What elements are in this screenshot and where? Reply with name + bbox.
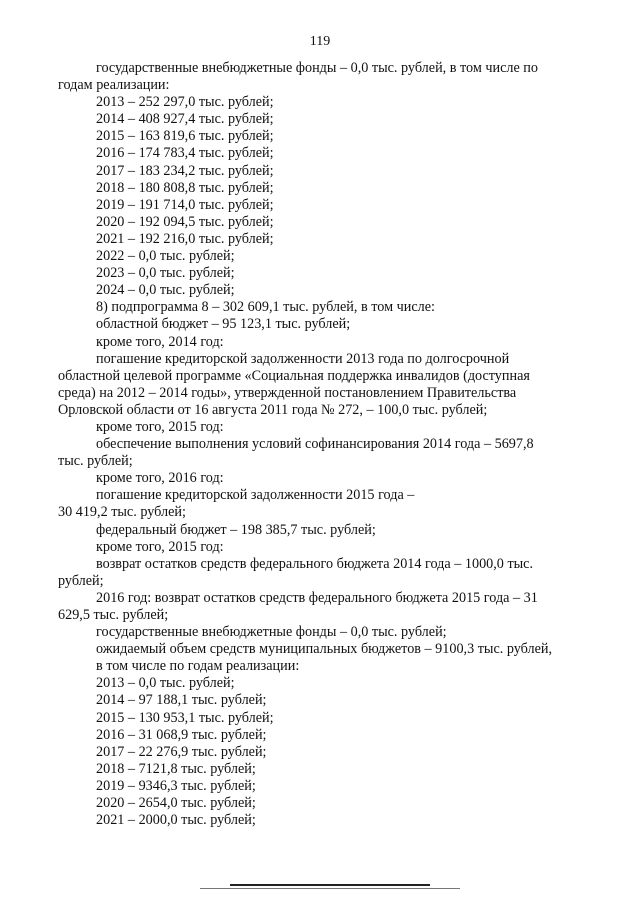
text-line: рублей; <box>58 572 104 589</box>
text-line: государственные внебюджетные фонды – 0,0 тыс. рублей; <box>96 624 447 641</box>
text-line: 2018 – 180 808,8 тыс. рублей; <box>96 179 274 196</box>
text-line: 2016 год: возврат остатков средств федерального бюджета 2015 года – 31 <box>96 589 538 606</box>
text-line: 2019 – 191 714,0 тыс. рублей; <box>96 196 274 213</box>
text-line: 2017 – 22 276,9 тыс. рублей; <box>96 743 267 760</box>
text-line: 2021 – 192 216,0 тыс. рублей; <box>96 230 274 247</box>
text-line: Орловской области от 16 августа 2011 года № 272, – 100,0 тыс. рублей; <box>58 401 488 418</box>
text-line: 629,5 тыс. рублей; <box>58 607 169 623</box>
page-number: 119 <box>309 34 331 49</box>
text-line: обеспечение выполнения условий софинансирования 2014 года – 5697,8 <box>96 436 534 453</box>
text-line: погашение кредиторской задолженности 2015 года – <box>96 487 415 504</box>
text-line: 2017 – 183 234,2 тыс. рублей; <box>96 162 274 179</box>
text-line: кроме того, 2016 год: <box>96 470 224 487</box>
text-line: ожидаемый объем средств муниципальных бюджетов – 9100,3 тыс. рублей, <box>96 641 553 658</box>
text-line: 2024 – 0,0 тыс. рублей; <box>96 282 235 299</box>
bottom-edge-line <box>230 884 430 886</box>
text-line: кроме того, 2014 год: <box>96 333 224 350</box>
text-line: 2020 – 2654,0 тыс. рублей; <box>96 795 256 812</box>
text-line: 30 419,2 тыс. рублей; <box>58 504 186 521</box>
text-line: 2016 – 174 783,4 тыс. рублей; <box>96 145 274 162</box>
text-line: 2013 – 252 297,0 тыс. рублей; <box>96 94 274 111</box>
text-line: погашение кредиторской задолженности 2013 года по долгосрочной <box>96 350 510 367</box>
text-line: 2018 – 7121,8 тыс. рублей; <box>96 760 256 777</box>
text-line: 2021 – 2000,0 тыс. рублей; <box>96 812 256 829</box>
text-line: 2014 – 408 927,4 тыс. рублей; <box>96 111 274 128</box>
text-line: тыс. рублей; <box>58 453 133 470</box>
text-line: федеральный бюджет – 198 385,7 тыс. рублей; <box>96 521 376 538</box>
text-line: 2023 – 0,0 тыс. рублей; <box>96 265 235 282</box>
text-line: областной бюджет – 95 123,1 тыс. рублей; <box>96 316 351 333</box>
text-line: 2019 – 9346,3 тыс. рублей; <box>96 777 256 794</box>
text-line: годам реализации: <box>58 77 170 94</box>
text-line: среда) на 2012 – 2014 годы», утвержденной постановлением Правительства <box>58 384 517 401</box>
text-line: в том числе по годам реализации: <box>96 658 300 675</box>
document-body <box>58 60 578 829</box>
text-line: кроме того, 2015 год: <box>96 418 224 435</box>
text-line: 2014 – 97 188,1 тыс. рублей; <box>96 692 267 709</box>
text-line: 2016 – 31 068,9 тыс. рублей; <box>96 726 267 743</box>
text-line: государственные внебюджетные фонды – 0,0 тыс. рублей, в том числе по <box>96 60 538 76</box>
text-line: 2013 – 0,0 тыс. рублей; <box>96 675 235 692</box>
text-line: 8) подпрограмма 8 – 302 609,1 тыс. рублей, в том числе: <box>96 299 435 316</box>
bottom-edge-shadow <box>200 888 460 889</box>
text-line: 2022 – 0,0 тыс. рублей; <box>96 248 235 265</box>
text-line: 2020 – 192 094,5 тыс. рублей; <box>96 213 274 230</box>
text-line: областной целевой программе «Социальная поддержка инвалидов (доступная <box>58 367 530 384</box>
text-line: кроме того, 2015 год: <box>96 538 224 555</box>
text-line: 2015 – 130 953,1 тыс. рублей; <box>96 709 274 726</box>
text-line: возврат остатков средств федерального бюджета 2014 года – 1000,0 тыс. <box>96 555 534 572</box>
text-line: 2015 – 163 819,6 тыс. рублей; <box>96 128 274 145</box>
